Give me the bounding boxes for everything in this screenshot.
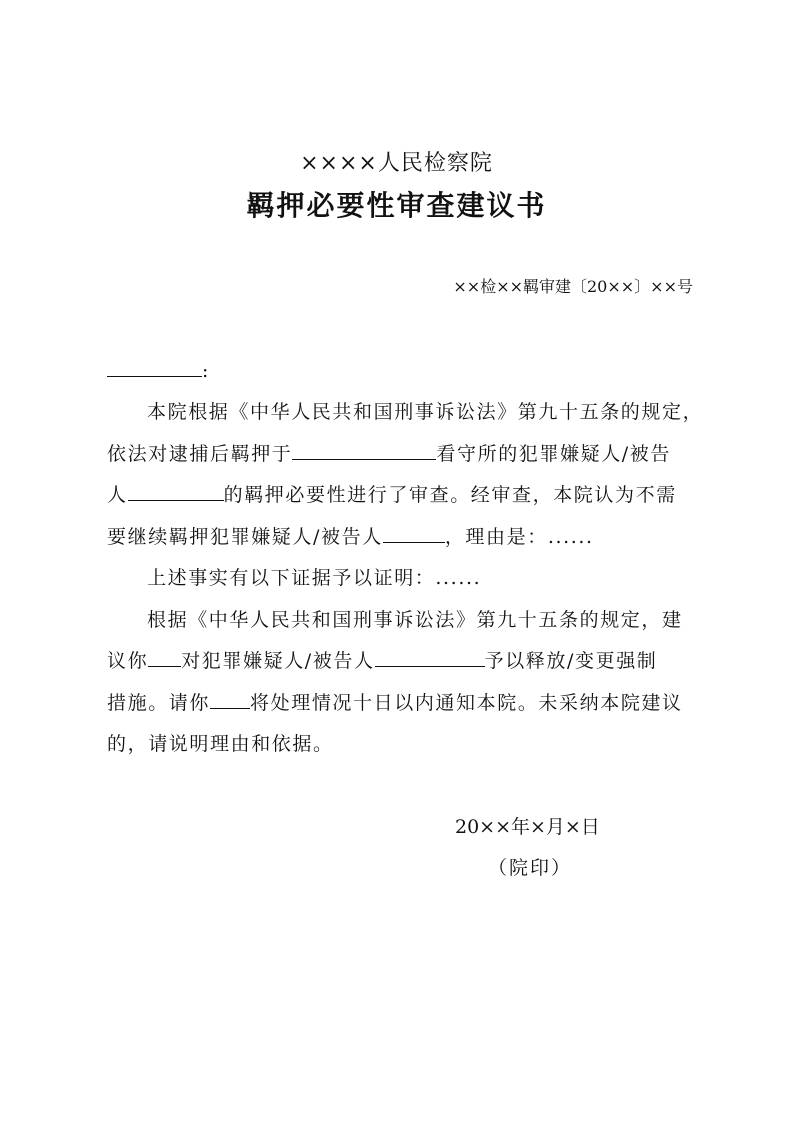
addressee-colon: : <box>202 360 209 382</box>
text-fragment: 对犯罪嫌疑人/被告人 <box>181 650 375 672</box>
paragraph-line <box>107 475 693 517</box>
addressee-line <box>107 356 208 382</box>
document-body <box>107 392 704 766</box>
text-fragment: ，理由是：...... <box>444 525 594 548</box>
detention-center-blank <box>292 439 436 460</box>
text-fragment: 依法对逮捕后羁押于 <box>107 442 293 465</box>
paragraph-line: 根据《中华人民共和国刑事诉讼法》第九十五条的规定，建 <box>147 608 683 631</box>
paragraph-recommendation <box>107 600 693 766</box>
addressee-blank <box>107 356 202 377</box>
text-fragment: 要继续羁押犯罪嫌疑人/被告人 <box>107 525 383 548</box>
text-fragment: 议你 <box>107 650 149 672</box>
suspect-name-blank-2 <box>383 522 445 543</box>
paragraph-line: 本院根据《中华人民共和国刑事诉讼法》第九十五条的规定， <box>147 401 704 423</box>
text-fragment: 人 <box>107 484 128 506</box>
text-fragment: 的羁押必要性进行了审查。经审查，本院认为不需 <box>223 484 677 506</box>
agency-blank <box>148 646 181 667</box>
text-fragment: 将处理情况十日以内通知本院。未采纳本院建议 <box>250 691 683 714</box>
issue-date: 20××年×月×日 <box>455 816 600 838</box>
document-number: ××检××羁审建〔20××〕××号 <box>453 277 693 296</box>
paragraph-review-basis <box>107 392 704 558</box>
organization-name: ××××人民检察院 <box>300 151 493 176</box>
agency-blank-2 <box>210 688 250 709</box>
paragraph-line <box>107 641 693 683</box>
paragraph-evidence: 上述事实有以下证据予以证明：...... <box>147 567 482 589</box>
text-fragment: 予以释放/变更强制 <box>484 650 658 672</box>
text-fragment: 看守所的犯罪嫌疑人/被告 <box>436 442 672 465</box>
text-fragment: 措施。请你 <box>107 691 211 714</box>
paragraph-line <box>107 683 693 725</box>
suspect-name-blank <box>128 480 224 501</box>
paragraph-line <box>107 517 693 559</box>
suspect-name-blank-3 <box>375 646 485 667</box>
paragraph-line: 的，请说明理由和依据。 <box>107 733 334 755</box>
court-seal: （院印） <box>488 857 573 879</box>
document-title: 羁押必要性审查建议书 <box>246 189 547 222</box>
paragraph-line <box>107 434 693 476</box>
